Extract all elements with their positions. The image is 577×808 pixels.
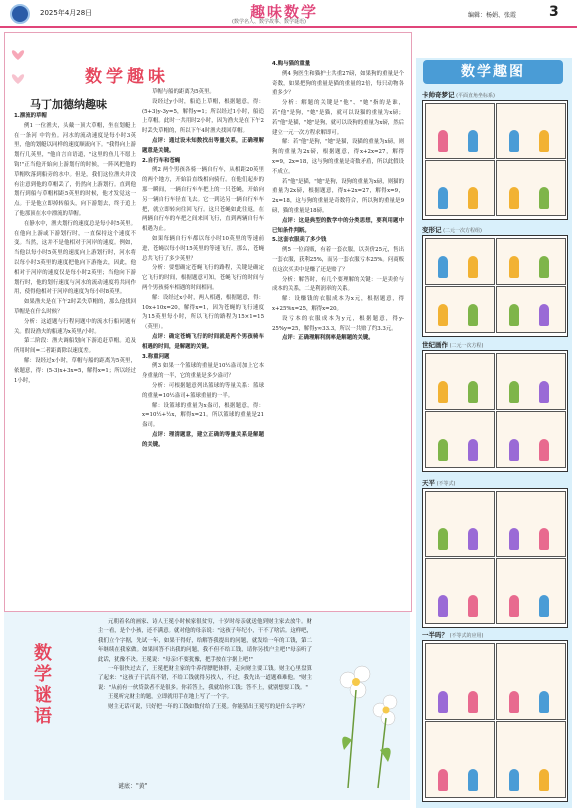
cartoon-figure-icon [468,381,478,403]
cartoon-figure-icon [438,439,448,461]
cartoon-figure-icon [509,130,519,152]
body-paragraph: 例3 如果一个篮球的重量是10½盎司加上它本身重量的一半，它的重量是多少盎司？ [142,363,264,380]
cartoon-figure-icon [468,595,478,617]
comic-panel [425,103,495,159]
comic-strip [422,100,568,220]
article-column-2 [142,88,264,588]
comic-panel [425,643,495,720]
body-paragraph: 解：若"他"是狗，"她"是猫，设猫的重量为x磅，则狗的重量为2x磅，根据题意，得x+2x=27，解得x=9，2x=18，这与狗的重量是奇数矛盾，所以此假设不成立。 [272,139,404,175]
comic-label: 天平 [422,479,435,487]
comic-caption [422,630,484,639]
comic-label: 一半吗？ [422,631,448,639]
comic-panel [496,353,566,410]
comic-caption [422,478,456,487]
riddle-title: 数学谜语 [34,643,52,727]
comment-paragraph: 点评：这是典型的数学中的分类思想，要利用题中已知条件判断。 [272,217,404,234]
cartoon-figure-icon [468,304,478,326]
section-heading: 4.购与猫的重量 [272,61,311,67]
cartoon-figure-icon [509,439,519,461]
page-number: 3 [549,4,559,20]
comic-panel [425,238,495,285]
comics-title: 数学趣图 [423,60,563,84]
cartoon-figure-icon [539,691,549,713]
editor-credit: 编辑：杨娟、张霞 [468,12,517,19]
body-paragraph: 解：设经过x小时，两人相遇，根据题意，得：10x+10x=20，解得x=1，因为苍蝇的飞行速度为15英里每小时，所以飞行的路程为15×1=15（英里）。 [142,294,264,331]
section-subtitle: (数学名人、数学故事、数学谜语) [232,19,306,25]
comic-panel [425,411,495,468]
body-paragraph: 草帽与船的距离为5英里。 [152,89,215,95]
comic-panel [425,491,495,557]
comic-caption [422,225,482,234]
banner-title: 数学趣味 [85,67,169,87]
cartoon-figure-icon [539,304,549,326]
cartoon-figure-icon [468,439,478,461]
cartoon-figure-icon [438,304,448,326]
comic-panel [425,286,495,333]
cartoon-figure-icon [509,769,519,791]
body-paragraph: 在静水中，渔夫划行的速度总是每小时5英里。在他向上游或下游划行时，一直保持这个速度不变。当然，这并不是他相对于河岸的速度。例如，当他以每小时5英里的速度向上游划行时，河水将以每小时3英里的速度把他向下游拖去，因此，他相对于河岸的速度仅是每小时2英里；当他向下游划行时，他的划行速度与河水的流动速度将共同作用，使得他相对于河岸的速度为每小时8英里。 [14,220,136,296]
comic-label: 世纪画作 [422,341,448,349]
body-paragraph: 设亏本的衣服成本为y元，根据题意，得y-25%y=25，解得y≈33.3，所以一共赔了约3.3元。 [272,315,404,332]
riddle-paragraph: 一年很快过去了，王冕把财主家的牛养得膘肥体胖，走向财主要工钱。财主心里盘算了起来："这孩子干活真不错，不给工钱就得另找人，不过，我先出一道题难难他。"财主说："从前有一伙贷款者不是很多。你若答上，我就给你工钱；答不上，就别想要工钱。" [98,666,312,691]
riddle-text [98,618,312,712]
cartoon-figure-icon [509,595,519,617]
comic-panel [425,558,495,624]
flower-decoration-icon [318,650,410,790]
comic-topic: (平面直角坐标系) [454,93,495,99]
comic-panel [496,491,566,557]
body-paragraph: 分析：要想确定苍蝇飞行的路程，关键是确定它飞行的时间，根据题意可知，苍蝇飞行的时间与两个男孩骑车相遇的时间相同。 [142,265,264,291]
body-paragraph: 如果每辆自行车都以每小时10英里的等速前进，苍蝇以每小时15英里的等速飞行，那么，苍蝇总共飞行了多少英里？ [142,235,264,262]
comic-label: 卡帅奇梦记 [422,91,455,99]
cartoon-figure-icon [509,256,519,278]
section-heading: 3.称重问题 [142,353,170,360]
cartoon-figure-icon [509,187,519,209]
comic-panel [496,558,566,624]
riddle-paragraph: 元朝着名的画家、诗人王冕小时候家很贫穷，十岁时母亲就送他到财主家去放牛。财主一看，是个小孩，还不满意。就对他的母亲说："这孩子年纪小，干不了啥活。这样吧，我们立个字据，先试一年，如果干得好，给解答我提出的问题，就发给一年的工钱，第二年继续在我家做。如果回答不出我的问题，我不但不给工钱，请你另找户主吧!"母亲听了此话，犹豫不决。王冕说："母亲!不要犹豫，把手按在字据上吧!" [98,619,312,663]
body-paragraph: 例2 两个男孩各骑一辆自行车，从相距20英里的两个地方，开始沿直线相向骑行。在他们起步的那一瞬间，一辆自行车车把上的一只苍蝇，开始向另一辆自行车径直飞去。它一到达另一辆自行车车把，就立即转向往回飞行。这只苍蝇如此往返，在两辆自行车的车把之间来回飞行，直到两辆自行车相遇为止。 [142,167,264,233]
cartoon-figure-icon [539,256,549,278]
cartoon-figure-icon [468,691,478,713]
body-paragraph: 第二阶段：渔夫调船划向下游追赶草帽。追及所用时间=二者距离除以速度差。 [14,338,136,355]
comic-panel [496,721,566,798]
comic-panel [496,643,566,720]
body-paragraph: 分析：这道题与行程问题中的流水行船问题有关。假设渔夫的船速为x英里/小时。 [14,318,136,335]
cartoon-figure-icon [539,439,549,461]
comic-panel [425,353,495,410]
cartoon-figure-icon [468,256,478,278]
riddle-paragraph: 财主无话可说，只好把一年的工钱如数付给了王冕。你能猜出王冕写的是什么字吗？ [108,703,308,710]
comic-caption [422,90,495,99]
body-paragraph: 解：设经过x小时，草帽与船的距离为5英里，依题意，得：(5-3)x+3x=5，解得x=1；所以经过1小时， [14,357,136,384]
comic-topic: (不等式) [435,481,456,487]
cartoon-figure-icon [438,256,448,278]
comic-strip [422,488,568,628]
cartoon-figure-icon [539,528,549,550]
comic-panel [425,160,495,216]
comment-paragraph: 点评：理清题意，建立正确的等量关系是解题的关键。 [142,431,264,448]
body-paragraph: 分析：解答时，有几个要理解的关键：一是卖价与成本的关系，二是利润率的关系。 [272,276,404,293]
issue-date: 2025年4月28日 [40,9,93,17]
cartoon-figure-icon [438,528,448,550]
cartoon-figure-icon [509,381,519,403]
comic-topic: (二元一次方程组) [441,228,482,234]
comic-strip [422,350,568,472]
comic-topic: (不等式的应用) [448,633,484,639]
comic-strip [422,235,568,337]
article-column-3 [272,60,404,605]
body-paragraph: 设经过y小时，船追上草帽，根据题意，得：(5+3)y-3y=5，解得y=1；所以经过1小时，船追上草帽。此时一共用时2小时，因为渔夫是在下午2时丢失草帽的，所以下午4时渔夫找回草帽。 [142,98,264,135]
cartoon-figure-icon [539,595,549,617]
cartoon-figure-icon [509,528,519,550]
cartoon-figure-icon [438,691,448,713]
comic-panel [496,238,566,285]
comic-topic: (二元一次方程) [448,343,484,349]
cartoon-figure-icon [539,381,549,403]
cartoon-figure-icon [438,130,448,152]
comic-panel [496,160,566,216]
cartoon-figure-icon [438,381,448,403]
cartoon-figure-icon [438,187,448,209]
body-paragraph: 若"他"是猫，"她"是狗，设狗的重量为x磅，则猫的重量为2x磅，根据题意，得x+2x=27，解得x=9，2x=18，这与狗的重量是奇数符合，所以狗的重量是9磅，猫的重量是18磅。 [272,178,404,214]
section-heading: 5.这套衣服卖了多少钱 [272,237,327,244]
cartoon-figure-icon [468,187,478,209]
cartoon-figure-icon [539,769,549,791]
cartoon-figure-icon [509,691,519,713]
riddle-answer: 谜底："黄" [118,783,148,790]
section-title: 趣味数学 [250,3,319,21]
comic-label: 变形记 [422,226,442,234]
body-paragraph: 例1 一位渔夫，头戴一顶大草帽，坐在划艇上在一条河 中钓鱼。河水的流动速度是每小时3英里，他的划艇以同样的速度顺流向下。"我得向上游划行几英里，"他自言自语道，"这里的鱼儿不愿上钩!"正当他开始向上游划行的时候，一阵风把他的草帽吹落到船旁的水中。但是，我们这位渔夫并没有注意到他的草帽丢了，仍然向上游划行。直到他划行到船与草帽相距5英里的时候，他才发觉这一点。于是他立即掉转船头，向下游划去，终于追上了他那顶在水中漂流的草帽。 [14,122,136,217]
body-paragraph: 解：设赚钱的衣服成本为x元，根据题意，得x+25%x=25，解得x=20。 [272,296,404,312]
comic-strip [422,640,568,802]
comment-paragraph: 点评：正确理解利润率是解题的关键。 [282,335,374,342]
page-header [0,0,577,28]
comic-panel [425,721,495,798]
riddle-paragraph: 王冕听完财主的题，立即就用手在地上写了一个字。 [108,694,232,701]
comic-caption [422,340,484,349]
comic-panel [496,286,566,333]
comment-paragraph: 点评：确定苍蝇飞行的时间就是两个男孩骑车相遇的时间，是解题的关键。 [142,333,264,350]
cartoon-figure-icon [468,769,478,791]
cartoon-figure-icon [438,595,448,617]
comment-paragraph: 点评：通过设未知数找出等量关系，正确理解题意是关键。 [142,137,264,154]
body-paragraph: 分析：可根据题意列出篮球的等量关系：篮球的重量=10½盎司+篮球重量的一半。 [142,382,264,399]
cartoon-figure-icon [468,130,478,152]
section-heading: 2.自行车和苍蝇 [142,157,181,164]
article-title: 马丁加德纳趣味 [30,98,107,111]
cartoon-figure-icon [438,769,448,791]
cartoon-figure-icon [509,304,519,326]
body-paragraph: 分析：解题的关键是"他"、"她"指的是谁，若"他"是狗，"她"是猫，就可以设猫的重量为x磅；若"他"是猫，"她"是狗，就可以设狗的重量为x磅，然后建立一元一次方程求解即可。 [272,100,404,136]
body-paragraph: 如果渔夫是在下午2时丢失草帽的，那么他找回草帽是在什么时候？ [14,299,136,315]
cartoon-figure-icon [539,187,549,209]
body-paragraph: 例4 狗医生和猫护士共重27磅，如果狗的重量是个奇数，如果把狗的重量是猫的重量的2倍，每只动物各重多少？ [272,70,404,97]
cartoon-figure-icon [468,528,478,550]
body-paragraph: 例5 一位商贩，有着一套衣服，以卖价25元，售出一套衣服，获利25%，而另一套衣服亏本25%。问商贩在这次买卖中是赚了还是赔了？ [272,247,404,273]
newspaper-logo-icon [10,4,30,24]
banner [5,54,229,90]
comic-panel [496,103,566,159]
cartoon-figure-icon [539,130,549,152]
body-paragraph: 解：设篮球的重量为x盎司，根据题意，得：x=10½+½x，解得x=21。所以篮球的重量是21盎司。 [142,402,264,429]
section-heading: 1.漂流的草帽 [14,113,47,119]
comic-panel [496,411,566,468]
article-column-1 [14,112,136,587]
